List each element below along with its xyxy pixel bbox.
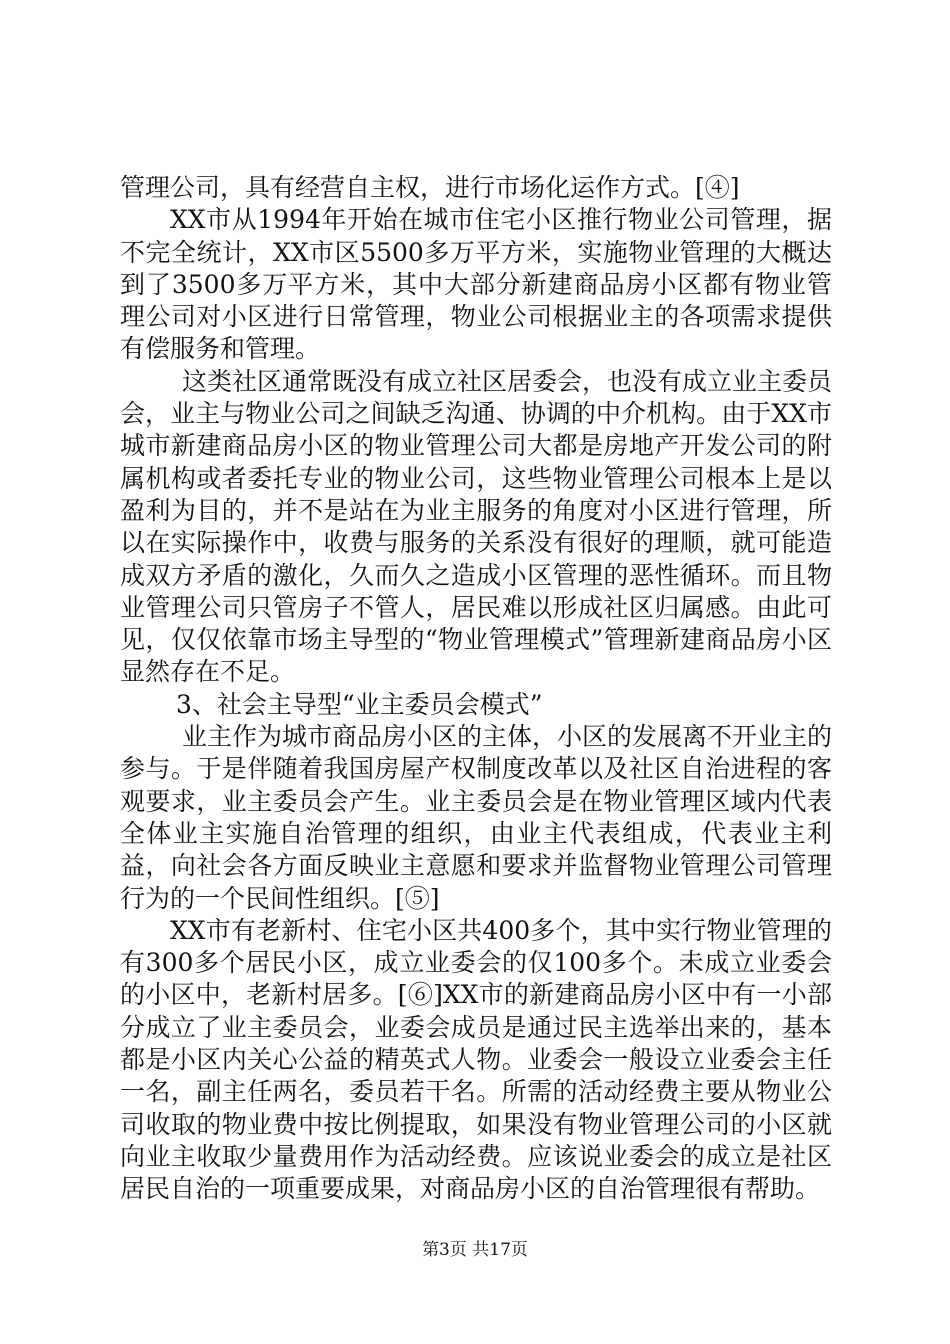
paragraph-owners-role: 业主作为城市商品房小区的主体，小区的发展离不开业主的参与。于是伴随着我国房屋产权制度改革以及社区自治进程的客观要求，业主委员会产生。业主委员会是在物业管理区域内代表全体业主实施自治管理的组织，由业主代表组成，代表业主利益，向社会各方面反映业主意愿和要求并监督物业管理公司管理行为的一个民间性组织。[⑤] xyxy=(120,722,833,913)
page-number-footer: 第3页 共17页 xyxy=(422,1240,528,1260)
document-body xyxy=(120,172,832,1206)
paragraph-xx-city-statistics: XX市有老新村、住宅小区共400多个，其中实行物业管理的有300多个居民小区，成立业委会的仅100多个。未成立业委会的小区中，老新村居多。[⑥]XX市的新建商品房小区中有一小部分成立了业主委员会，业委会成员是通过民主选举出来的，基本都是小区内关心公益的精英式人物。业委会一般设立业委会主任一名，副主任两名，委员若干名。所需的活动经费主要从物业公司收取的物业费中按比例提取，如果没有物业管理公司的小区就向业主收取少量费用作为活动经费。应该说业委会的成立是社区居民自治的一项重要成果，对商品房小区的自治管理很有帮助。 xyxy=(120,915,832,1204)
paragraph-xx-city-1994: XX市从1994年开始在城市住宅小区推行物业公司管理，据不完全统计，XX市区5500多万平方米，实施物业管理的大概达到了3500多万平方米，其中大部分新建商品房小区都有物业管理公司对小区进行日常管理，物业公司根据业主的各项需求提供有偿服务和管理。 xyxy=(120,205,832,364)
paragraph-continuation: 管理公司，具有经营自主权，进行市场化运作方式。[④] xyxy=(120,173,740,202)
section-heading-owners-committee: 3、社会主导型“业主委员会模式” xyxy=(176,689,543,719)
paragraph-community-type: 这类社区通常既没有成立社区居委会，也没有成立业主委员会，业主与物业公司之间缺乏沟通、协调的中介机构。由于XX市城市新建商品房小区的物业管理公司大都是房地产开发公司的附属机构或者委托专业的物业公司，这些物业管理公司根本上是以盈利为目的，并不是站在为业主服务的角度对小区进行管理，所以在实际操作中，收费与服务的关系没有很好的理顺，就可能造成双方矛盾的激化，久而久之造成小区管理的恶性循环。而且物业管理公司只管房子不管人，居民难以形成社区归属感。由此可见，仅仅依靠市场主导型的“物业管理模式”管理新建商品房小区显然存在不足。 xyxy=(120,366,833,687)
